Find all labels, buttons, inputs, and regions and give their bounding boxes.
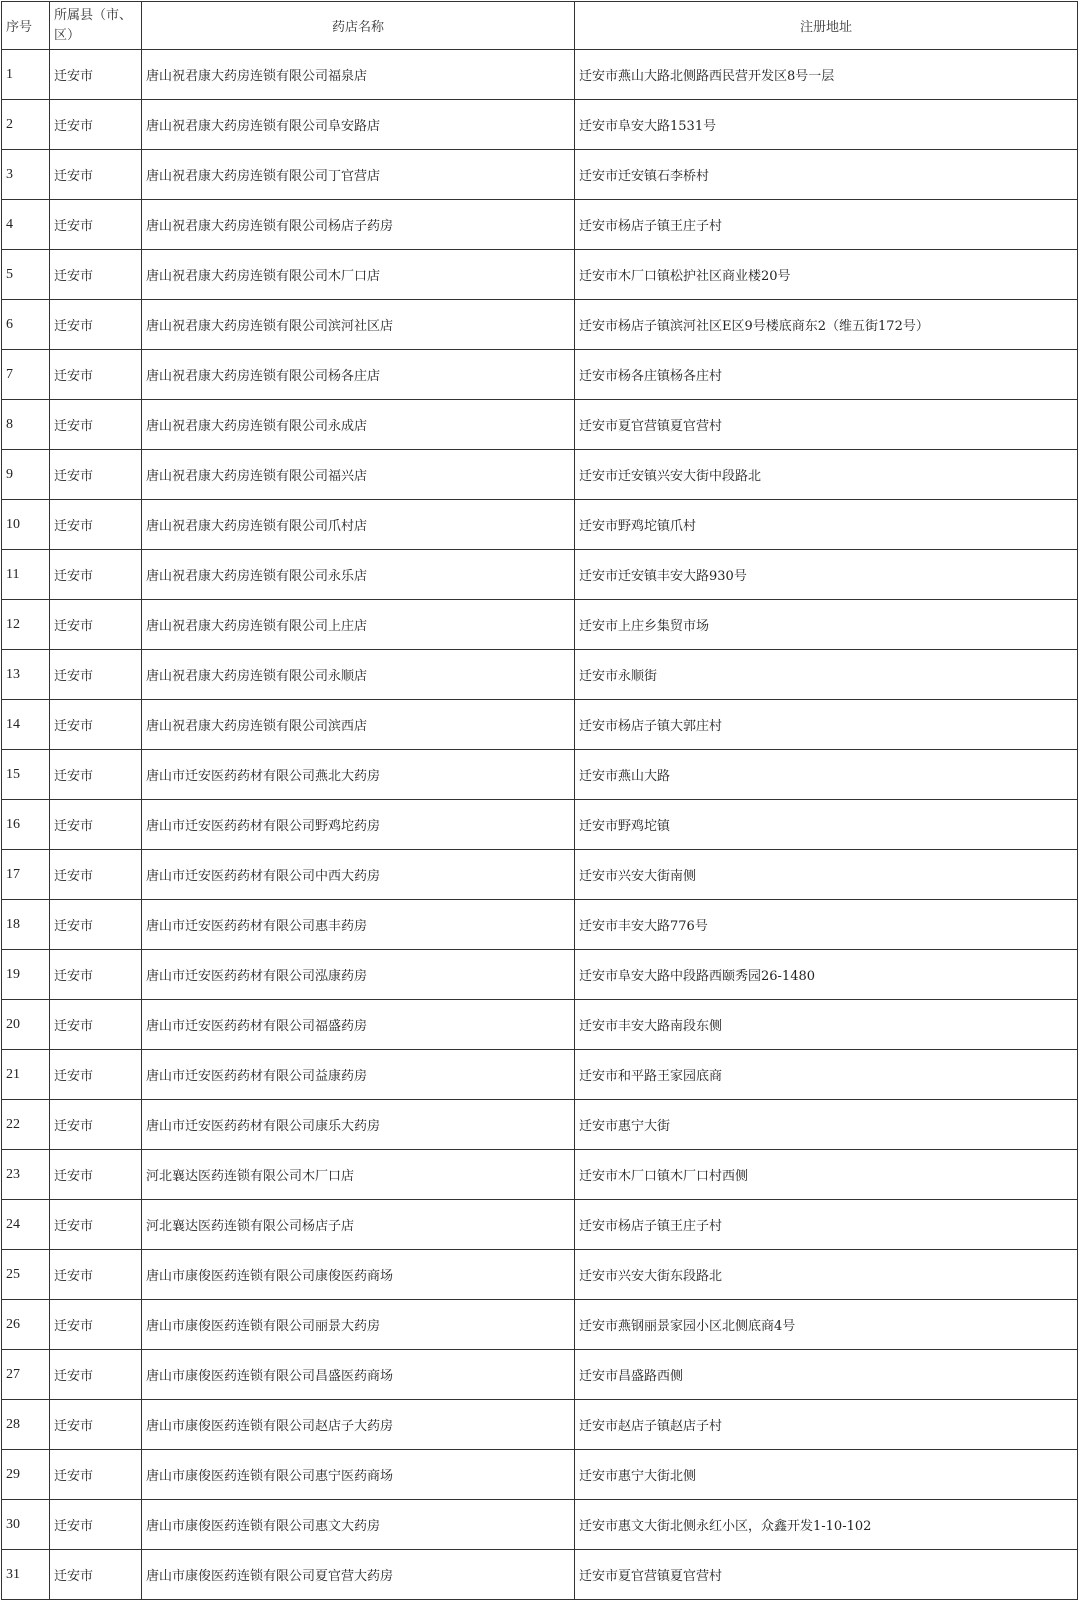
row-index: 24 [2,1200,50,1250]
row-pharmacy-name: 河北襄达医药连锁有限公司木厂口店 [142,1150,575,1200]
row-registered-address: 迁安市燕山大路 [575,750,1078,800]
row-index: 21 [2,1050,50,1100]
row-county: 迁安市 [50,1000,142,1050]
table-row [2,500,1078,550]
row-county: 迁安市 [50,700,142,750]
row-county: 迁安市 [50,1550,142,1600]
row-county: 迁安市 [50,1100,142,1150]
row-registered-address: 迁安市阜安大路中段路西颐秀园26-1480 [575,950,1078,1000]
table-row [2,1400,1078,1450]
row-county: 迁安市 [50,1300,142,1350]
row-index: 25 [2,1250,50,1300]
row-pharmacy-name: 唐山祝君康大药房连锁有限公司丁官营店 [142,150,575,200]
row-pharmacy-name: 唐山祝君康大药房连锁有限公司阜安路店 [142,100,575,150]
row-registered-address: 迁安市惠宁大街 [575,1100,1078,1150]
row-index: 19 [2,950,50,1000]
row-pharmacy-name: 唐山市康俊医药连锁有限公司惠宁医药商场 [142,1450,575,1500]
row-county: 迁安市 [50,1500,142,1550]
row-index: 7 [2,350,50,400]
row-county: 迁安市 [50,950,142,1000]
header-index: 序号 [2,2,50,50]
row-index: 11 [2,550,50,600]
row-pharmacy-name: 唐山祝君康大药房连锁有限公司滨西店 [142,700,575,750]
row-index: 3 [2,150,50,200]
table-row [2,600,1078,650]
row-index: 12 [2,600,50,650]
row-county: 迁安市 [50,800,142,850]
header-pharmacy-name: 药店名称 [142,2,575,50]
row-county: 迁安市 [50,1050,142,1100]
row-county: 迁安市 [50,750,142,800]
row-registered-address: 迁安市惠宁大街北侧 [575,1450,1078,1500]
row-index: 4 [2,200,50,250]
row-county: 迁安市 [50,1350,142,1400]
row-county: 迁安市 [50,350,142,400]
row-county: 迁安市 [50,900,142,950]
row-registered-address: 迁安市杨店子镇王庄子村 [575,1200,1078,1250]
table-row [2,800,1078,850]
row-index: 9 [2,450,50,500]
row-registered-address: 迁安市杨店子镇大郭庄村 [575,700,1078,750]
row-county: 迁安市 [50,550,142,600]
row-pharmacy-name: 唐山祝君康大药房连锁有限公司爪村店 [142,500,575,550]
row-registered-address: 迁安市夏官营镇夏官营村 [575,1550,1078,1600]
row-pharmacy-name: 唐山市康俊医药连锁有限公司康俊医药商场 [142,1250,575,1300]
row-pharmacy-name: 唐山市迁安医药药材有限公司益康药房 [142,1050,575,1100]
row-registered-address: 迁安市野鸡坨镇 [575,800,1078,850]
row-registered-address: 迁安市丰安大路776号 [575,900,1078,950]
table-row [2,1350,1078,1400]
table-row [2,1050,1078,1100]
row-index: 18 [2,900,50,950]
table-row [2,150,1078,200]
table-row [2,50,1078,100]
row-index: 14 [2,700,50,750]
row-registered-address: 迁安市惠文大街北侧永红小区，众鑫开发1-10-102 [575,1500,1078,1550]
pharmacy-table [1,1,1078,1600]
row-registered-address: 迁安市永顺街 [575,650,1078,700]
row-pharmacy-name: 唐山祝君康大药房连锁有限公司上庄店 [142,600,575,650]
row-county: 迁安市 [50,100,142,150]
table-row [2,1150,1078,1200]
row-registered-address: 迁安市杨店子镇滨河社区E区9号楼底商东2（维五街172号） [575,300,1078,350]
row-index: 29 [2,1450,50,1500]
row-registered-address: 迁安市夏官营镇夏官营村 [575,400,1078,450]
table-row [2,900,1078,950]
table-row [2,100,1078,150]
row-county: 迁安市 [50,200,142,250]
row-county: 迁安市 [50,1200,142,1250]
table-row [2,250,1078,300]
table-row [2,1250,1078,1300]
row-index: 2 [2,100,50,150]
row-pharmacy-name: 唐山祝君康大药房连锁有限公司永乐店 [142,550,575,600]
row-index: 31 [2,1550,50,1600]
row-pharmacy-name: 唐山祝君康大药房连锁有限公司永成店 [142,400,575,450]
table-row [2,1000,1078,1050]
row-county: 迁安市 [50,1400,142,1450]
row-pharmacy-name: 唐山市迁安医药药材有限公司中西大药房 [142,850,575,900]
row-registered-address: 迁安市和平路王家园底商 [575,1050,1078,1100]
row-pharmacy-name: 唐山祝君康大药房连锁有限公司木厂口店 [142,250,575,300]
header-county: 所属县（市、区） [50,2,142,50]
row-county: 迁安市 [50,600,142,650]
row-registered-address: 迁安市杨店子镇王庄子村 [575,200,1078,250]
row-county: 迁安市 [50,250,142,300]
row-county: 迁安市 [50,1150,142,1200]
row-index: 16 [2,800,50,850]
row-pharmacy-name: 唐山祝君康大药房连锁有限公司滨河社区店 [142,300,575,350]
table-row [2,700,1078,750]
table-row [2,200,1078,250]
row-county: 迁安市 [50,400,142,450]
row-registered-address: 迁安市燕山大路北侧路西民营开发区8号一层 [575,50,1078,100]
row-county: 迁安市 [50,1450,142,1500]
row-pharmacy-name: 唐山祝君康大药房连锁有限公司杨各庄店 [142,350,575,400]
table-row [2,400,1078,450]
row-registered-address: 迁安市迁安镇石李桥村 [575,150,1078,200]
row-county: 迁安市 [50,300,142,350]
row-index: 30 [2,1500,50,1550]
row-index: 22 [2,1100,50,1150]
row-pharmacy-name: 唐山市康俊医药连锁有限公司夏官营大药房 [142,1550,575,1600]
row-index: 15 [2,750,50,800]
row-pharmacy-name: 唐山市迁安医药药材有限公司泓康药房 [142,950,575,1000]
row-county: 迁安市 [50,1250,142,1300]
row-registered-address: 迁安市上庄乡集贸市场 [575,600,1078,650]
row-county: 迁安市 [50,50,142,100]
table-row [2,1450,1078,1500]
row-registered-address: 迁安市兴安大街南侧 [575,850,1078,900]
row-index: 17 [2,850,50,900]
row-pharmacy-name: 唐山市迁安医药药材有限公司康乐大药房 [142,1100,575,1150]
row-index: 5 [2,250,50,300]
row-registered-address: 迁安市阜安大路1531号 [575,100,1078,150]
row-pharmacy-name: 唐山市迁安医药药材有限公司野鸡坨药房 [142,800,575,850]
row-index: 27 [2,1350,50,1400]
row-registered-address: 迁安市燕钢丽景家园小区北侧底商4号 [575,1300,1078,1350]
table-row [2,1300,1078,1350]
row-index: 23 [2,1150,50,1200]
table-row [2,550,1078,600]
row-county: 迁安市 [50,650,142,700]
table-row [2,650,1078,700]
row-index: 1 [2,50,50,100]
row-registered-address: 迁安市木厂口镇木厂口村西侧 [575,1150,1078,1200]
table-row [2,850,1078,900]
table-row [2,950,1078,1000]
row-index: 28 [2,1400,50,1450]
row-registered-address: 迁安市杨各庄镇杨各庄村 [575,350,1078,400]
table-row [2,1500,1078,1550]
table-row [2,750,1078,800]
row-pharmacy-name: 唐山祝君康大药房连锁有限公司杨店子药房 [142,200,575,250]
row-registered-address: 迁安市昌盛路西侧 [575,1350,1078,1400]
row-registered-address: 迁安市兴安大街东段路北 [575,1250,1078,1300]
row-pharmacy-name: 唐山市迁安医药药材有限公司惠丰药房 [142,900,575,950]
table-row [2,350,1078,400]
row-registered-address: 迁安市野鸡坨镇爪村 [575,500,1078,550]
row-index: 26 [2,1300,50,1350]
row-pharmacy-name: 唐山市康俊医药连锁有限公司丽景大药房 [142,1300,575,1350]
table-row [2,450,1078,500]
row-index: 8 [2,400,50,450]
table-row [2,1100,1078,1150]
row-pharmacy-name: 唐山市康俊医药连锁有限公司赵店子大药房 [142,1400,575,1450]
row-registered-address: 迁安市丰安大路南段东侧 [575,1000,1078,1050]
row-registered-address: 迁安市迁安镇丰安大路930号 [575,550,1078,600]
table-row [2,300,1078,350]
row-index: 10 [2,500,50,550]
row-pharmacy-name: 唐山市迁安医药药材有限公司福盛药房 [142,1000,575,1050]
row-county: 迁安市 [50,850,142,900]
row-registered-address: 迁安市木厂口镇松护社区商业楼20号 [575,250,1078,300]
row-pharmacy-name: 河北襄达医药连锁有限公司杨店子店 [142,1200,575,1250]
row-county: 迁安市 [50,150,142,200]
row-registered-address: 迁安市迁安镇兴安大街中段路北 [575,450,1078,500]
row-index: 20 [2,1000,50,1050]
table-row [2,1200,1078,1250]
table-body [2,50,1078,1600]
row-county: 迁安市 [50,500,142,550]
row-pharmacy-name: 唐山市康俊医药连锁有限公司惠文大药房 [142,1500,575,1550]
header-registered-address: 注册地址 [575,2,1078,50]
table-row [2,1550,1078,1600]
row-pharmacy-name: 唐山市迁安医药药材有限公司燕北大药房 [142,750,575,800]
row-index: 13 [2,650,50,700]
row-pharmacy-name: 唐山祝君康大药房连锁有限公司福泉店 [142,50,575,100]
row-county: 迁安市 [50,450,142,500]
row-registered-address: 迁安市赵店子镇赵店子村 [575,1400,1078,1450]
row-pharmacy-name: 唐山祝君康大药房连锁有限公司福兴店 [142,450,575,500]
table-header-row [2,2,1078,50]
row-pharmacy-name: 唐山市康俊医药连锁有限公司昌盛医药商场 [142,1350,575,1400]
row-pharmacy-name: 唐山祝君康大药房连锁有限公司永顺店 [142,650,575,700]
row-index: 6 [2,300,50,350]
